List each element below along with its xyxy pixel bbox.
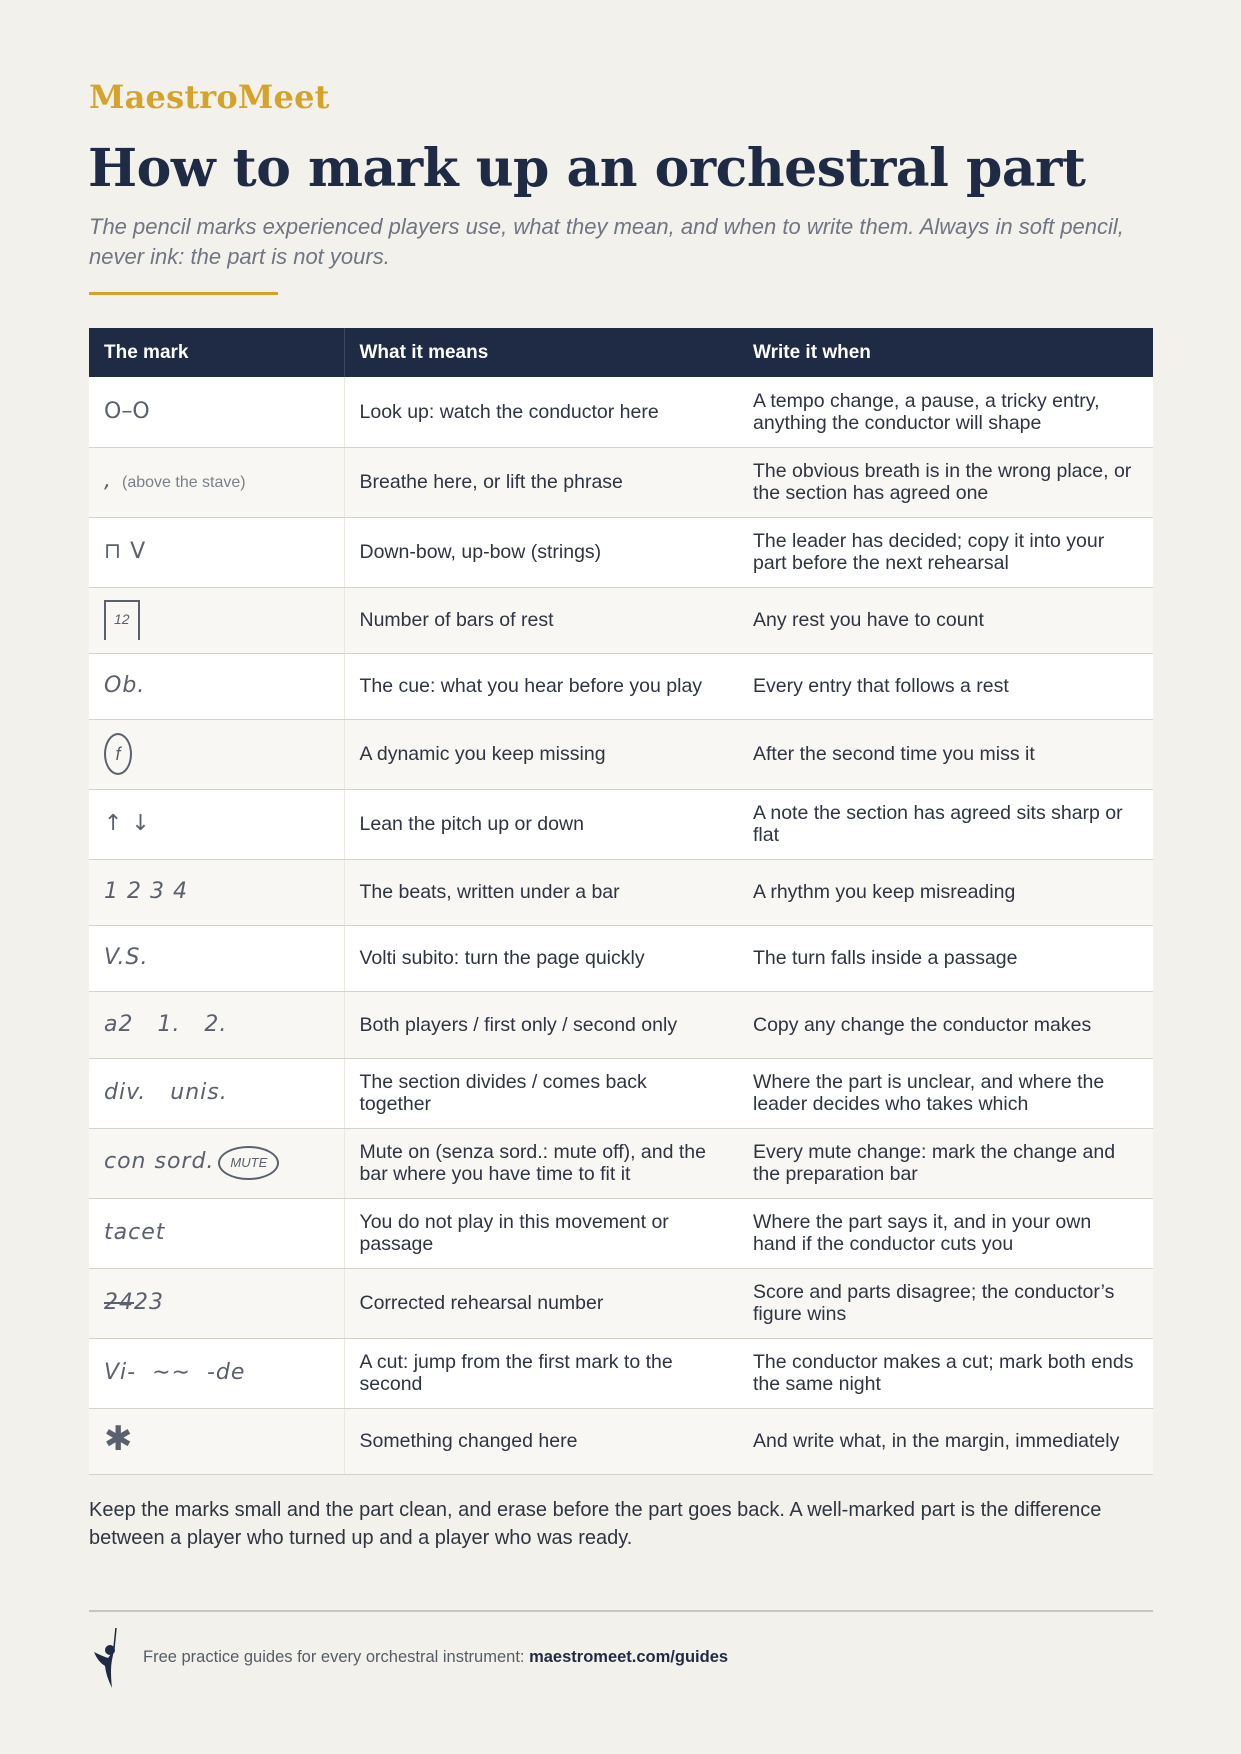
corrected-rehearsal-number: 23	[134, 1290, 164, 1315]
table-row	[89, 447, 1153, 517]
row-when: Where the part is unclear, and where the leader decides who takes which	[738, 1058, 1153, 1128]
a2-mark: a2 1. 2.	[104, 1011, 228, 1037]
table-row	[89, 991, 1153, 1058]
header-mark: The mark	[89, 328, 344, 377]
row-when: The obvious breath is in the wrong place, or the section has agreed one	[738, 447, 1153, 517]
table-row	[89, 653, 1153, 719]
table-row	[89, 1128, 1153, 1198]
brand-logo: MaestroMeet	[89, 78, 330, 116]
closing-paragraph: Keep the marks small and the part clean, and erase before the part goes back. A well-marked part is the difference between a player who turned up and a player who was ready.	[89, 1499, 1102, 1549]
pitch-arrows-mark: ↑ ↓	[104, 811, 151, 836]
breath-mark: ,	[104, 468, 112, 493]
footer-divider	[89, 1610, 1153, 1612]
row-when: The leader has decided; copy it into your part before the next rehearsal	[738, 517, 1153, 587]
table-row	[89, 925, 1153, 991]
breath-mark-note: (above the stave)	[122, 474, 246, 491]
circled-dynamic-mark: f	[104, 733, 132, 775]
marks-table	[89, 328, 1153, 1475]
vi-de-cut-mark: Vi- ∼∼ -de	[104, 1360, 246, 1385]
header-when: Write it when	[753, 341, 871, 363]
footer-text	[143, 1648, 728, 1667]
beats-mark: 1 2 3 4	[104, 879, 188, 904]
table-row	[89, 1058, 1153, 1128]
table-row	[89, 1268, 1153, 1338]
row-when: Copy any change the conductor makes	[738, 991, 1153, 1058]
row-means: A cut: jump from the first mark to the second	[344, 1338, 738, 1408]
table-row	[89, 1408, 1153, 1474]
row-when: Any rest you have to count	[738, 587, 1153, 653]
bowing-mark: ⊓ V	[104, 539, 147, 564]
table-row	[89, 859, 1153, 925]
row-means: The cue: what you hear before you play	[344, 653, 738, 719]
struck-rehearsal-number: 24	[104, 1290, 134, 1315]
footer-link[interactable]: maestromeet.com/guides	[529, 1648, 729, 1666]
row-means: You do not play in this movement or passage	[344, 1198, 738, 1268]
row-means: Volti subito: turn the page quickly	[344, 925, 738, 991]
row-when: The turn falls inside a passage	[738, 925, 1153, 991]
row-when: And write what, in the margin, immediately	[738, 1408, 1153, 1474]
row-when: A tempo change, a pause, a tricky entry, anything the conductor will shape	[738, 377, 1153, 447]
table-row	[89, 1338, 1153, 1408]
look-up-mark: O–O	[104, 398, 150, 424]
header-means: What it means	[359, 341, 489, 363]
row-means: Something changed here	[344, 1408, 738, 1474]
volti-subito-mark: V.S.	[104, 945, 149, 970]
row-when: After the second time you miss it	[738, 719, 1153, 789]
row-when: A note the section has agreed sits sharp or flat	[738, 789, 1153, 859]
tacet-mark: tacet	[104, 1220, 166, 1245]
asterisk-mark: ✱	[104, 1419, 133, 1458]
table-header	[89, 328, 1153, 377]
row-when: The conductor makes a cut; mark both ends the same night	[738, 1338, 1153, 1408]
row-means: Number of bars of rest	[344, 587, 738, 653]
rest-count-mark: 12	[104, 600, 140, 640]
table-row	[89, 517, 1153, 587]
row-means: Mute on (senza sord.: mute off), and the bar where you have time to fit it	[344, 1128, 738, 1198]
table-row	[89, 377, 1153, 447]
row-means: Down-bow, up-bow (strings)	[344, 517, 738, 587]
row-when: Where the part says it, and in your own hand if the conductor cuts you	[738, 1198, 1153, 1268]
row-means: Lean the pitch up or down	[344, 789, 738, 859]
table-row	[89, 1198, 1153, 1268]
footer-label: Free practice guides for every orchestral instrument:	[143, 1648, 530, 1666]
conductor-figure-icon	[88, 1626, 126, 1695]
row-means: A dynamic you keep missing	[344, 719, 738, 789]
page-subtitle: The pencil marks experienced players use, what they mean, and when to write them. Always in soft pencil, never ink: the part is not yours.	[89, 214, 1124, 269]
table-row	[89, 719, 1153, 789]
con-sord-mark: con sord.	[104, 1149, 215, 1175]
mute-oval-mark: MUTE	[218, 1146, 279, 1180]
row-means: Breathe here, or lift the phrase	[344, 447, 738, 517]
row-when: Score and parts disagree; the conductor’s figure wins	[738, 1268, 1153, 1338]
div-unis-mark: div. unis.	[104, 1080, 228, 1105]
cue-mark: Ob.	[104, 673, 146, 698]
row-means: Both players / first only / second only	[344, 991, 738, 1058]
row-when: Every mute change: mark the change and the preparation bar	[738, 1128, 1153, 1198]
row-when: A rhythm you keep misreading	[738, 859, 1153, 925]
table-row	[89, 587, 1153, 653]
table-row	[89, 789, 1153, 859]
row-means: The section divides / comes back together	[344, 1058, 738, 1128]
row-means: Look up: watch the conductor here	[344, 377, 738, 447]
page-title: How to mark up an orchestral part	[88, 138, 1086, 199]
accent-rule	[89, 292, 278, 295]
row-means: The beats, written under a bar	[344, 859, 738, 925]
row-means: Corrected rehearsal number	[344, 1268, 738, 1338]
row-when: Every entry that follows a rest	[738, 653, 1153, 719]
